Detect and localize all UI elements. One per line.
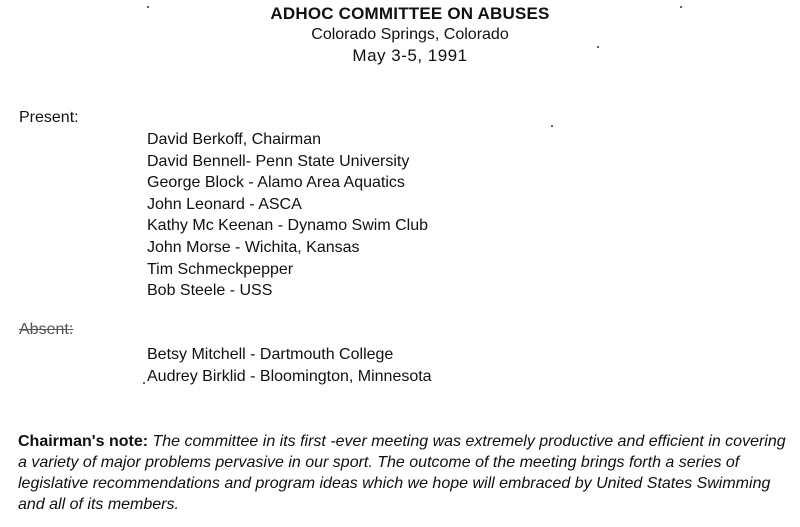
chairmans-note: [18, 431, 793, 515]
present-label: Present:: [19, 109, 79, 126]
note-label: Chairman's note:: [18, 433, 149, 450]
document-title: ADHOC COMMITTEE ON ABUSES: [270, 4, 550, 23]
present-member: David Bennell- Penn State University: [147, 152, 410, 170]
meeting-dates: May 3-5, 1991: [352, 46, 468, 65]
document-header: [0, 4, 800, 67]
present-member: Tim Schmeckpepper: [147, 260, 294, 278]
present-member: John Morse - Wichita, Kansas: [147, 238, 360, 256]
absent-label: Absent:: [19, 321, 74, 338]
present-member: David Berkoff, Chairman: [147, 131, 321, 148]
scan-speck: [597, 46, 599, 48]
present-member: John Leonard - ASCA: [147, 195, 302, 213]
present-member: Kathy Mc Keenan - Dynamo Swim Club: [147, 217, 428, 235]
scan-speck: [143, 382, 145, 384]
note-text: The committee in its first -ever meeting was extremely productive and efficient in covering a variety of major problems pervasive in our sport. The outcome of the meeting brings forth a series of legislative recommendations and program ideas which we hope will embraced by United States Swimming and all of its members.: [18, 433, 786, 513]
absent-members-list: [147, 344, 432, 387]
scan-speck: [551, 125, 553, 127]
present-member: Bob Steele - USS: [147, 282, 273, 300]
present-member: George Block - Alamo Area Aquatics: [147, 174, 405, 192]
scan-speck: [680, 6, 682, 8]
scan-speck: [147, 6, 149, 8]
absent-member: Audrey Birklid - Bloomington, Minnesota: [147, 367, 432, 385]
meeting-location: Colorado Springs, Colorado: [311, 26, 509, 43]
absent-member: Betsy Mitchell - Dartmouth College: [147, 346, 394, 363]
present-members-list: [147, 129, 428, 302]
